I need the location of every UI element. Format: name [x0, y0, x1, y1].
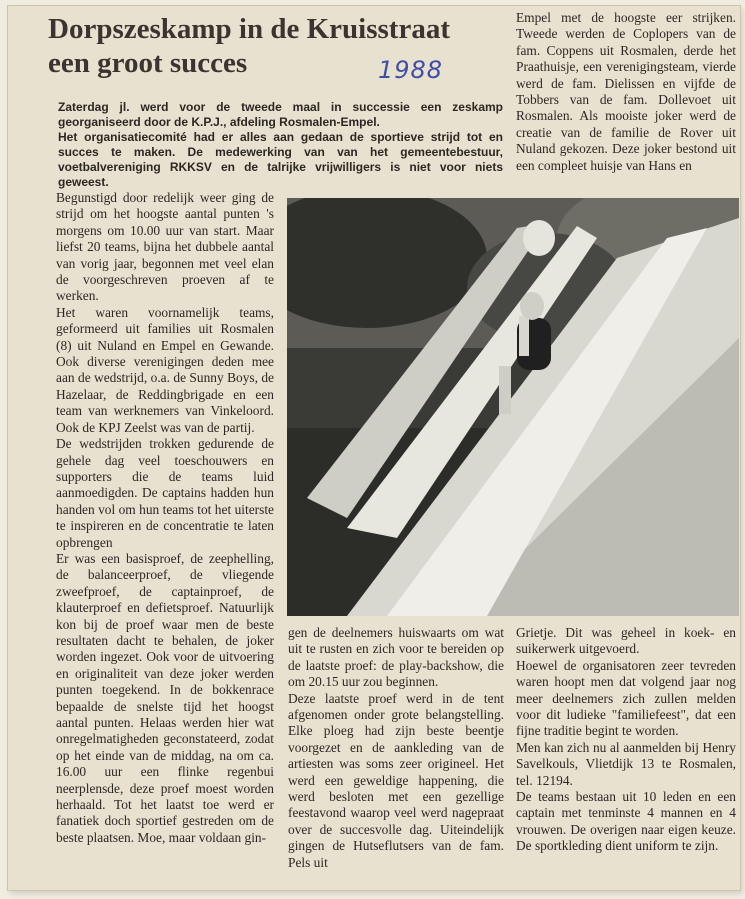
column-2-paragraph: gen de deelnemers huiswaarts om wat uit te rusten en zich voor te bereiden op de laatste proef: de play-backshow, die om 20.15 uur zou beginnen.	[288, 625, 504, 690]
column-3-paragraph: Grietje. Dit was geheel in koek- en suikerwerk uitgevoerd.	[516, 625, 736, 657]
lead-text-2: Het organisatiecomité had er alles aan gedaan de sportieve strijd tot en succes te maken. De medewerking van van het gemeentebestuur, voetbalvereniging RKKSV en de talrijke vrijwilligers is niet voor niets geweest.	[58, 130, 503, 189]
column-2	[288, 625, 504, 871]
column-3-top	[516, 10, 736, 174]
headline-line-2: een groot succes	[48, 47, 248, 79]
column-1-paragraph: De wedstrijden trokken gedurende de gehele dag veel toeschouwers en supporters die de teams luid aanmoedigden. De captains hadden hun handen vol om hun teams tot het uiterste te inspireren en de concentratie te laten opbrengen	[56, 436, 274, 550]
lead-text-1: Zaterdag jl. werd voor de tweede maal in successie een zeskamp georganiseerd door de K.P.J., afdeling Rosmalen-Empel.	[58, 100, 503, 129]
column-1-paragraph: Er was een basisproef, de zeephelling, de balanceerproef, de vliegende zweefproef, de captainproef, de klauterproef en defietsproef. Natuurlijk kon bij de proef waar men de beste resultaten dacht te behalen, de joker worden ingezet. Ook voor de uitvoering en originaliteit van deze joker werden punten toegekend. In de bokkenrace bepaalde de snelste tijd het hoogst aantal punten. Helaas werden hier wat onregelmatigheden geconstateerd, zodat op het einde van de middag, na om ca. 16.00 uur een flinke regenbui neerplensde, deze proef moest worden herhaald. Tot het laatst toe werd er fanatiek doch sportief gestreden om de beste plaatsen. Moe, maar voldaan gin-	[56, 550, 274, 845]
column-3-top-text: Empel met de hoogste eer strijken. Tweede werden de Coplopers van de fam. Coppens uit Rosmalen, derde het Praathuisje, een verenigingsteam, vierde werd de fam. Dielissen en vijfde de Tobbers van de fam. Dollevoet uit Rosmalen. Als mooiste joker werd de creatie van de familie de Rover uit Nuland gekozen. Deze joker bestond uit een compleet huisje van Hans en	[516, 10, 736, 173]
photo-illustration	[287, 198, 739, 616]
headline-line-1: Dorpszeskamp in de Kruisstraat	[48, 13, 450, 45]
column-3-paragraph: Men kan zich nu al aanmelden bij Henry Savelkouls, Vlietdijk 13 te Rosmalen, tel. 12194.	[516, 739, 736, 788]
column-3-paragraph: Hoewel de organisatoren zeer tevreden waren hoopt men dat volgend jaar nog meer deelnemers zich zullen melden voor dit ludieke "familiefeest", dat een fijne traditie begint te worden.	[516, 657, 736, 739]
column-3-paragraph: De teams bestaan uit 10 leden en een captain met tenminste 4 mannen en 4 vrouwen. De overigen naar eigen keuze. De sportkleding dient uniform te zijn.	[516, 789, 736, 854]
column-3	[516, 625, 736, 855]
news-photo-slide	[287, 198, 739, 616]
lead-paragraph	[58, 100, 503, 190]
column-1-paragraph: Het waren voornamelijk teams, geformeerd uit families uit Rosmalen (8) uit Nuland en Empel en Gewande. Ook diverse verenigingen deden mee aan de wedstrijd, o.a. de Sunny Boys, de Hazelaar, de Reddingbrigade en een team van werknemers van Vinkeloord. Ook de KPJ Zeelst was van de partij.	[56, 304, 274, 435]
column-2-paragraph: Deze laatste proef werd in de tent afgenomen onder grote belangstelling. Elke ploeg had zijn beste beentje voorgezet en de aankleding van de artiesten was soms zeer origineel. Het werd een geweldige happening, die werd besloten met een gezellige feestavond waarop veel werd nagepraat over de succesvolle dag. Uiteindelijk gingen de Hutseflutsers van de fam. Pels uit	[288, 690, 504, 870]
handwritten-year: 1988	[378, 56, 444, 84]
column-1	[56, 190, 274, 846]
column-1-paragraph: Begunstigd door redelijk weer ging de strijd om het hoogste aantal punten 's morgens om 10.00 uur van start. Maar liefst 20 teams, bijna het dubbele aantal van vorig jaar, begonnen met veel elan de voorgeschreven proeven af te werken.	[56, 190, 274, 304]
